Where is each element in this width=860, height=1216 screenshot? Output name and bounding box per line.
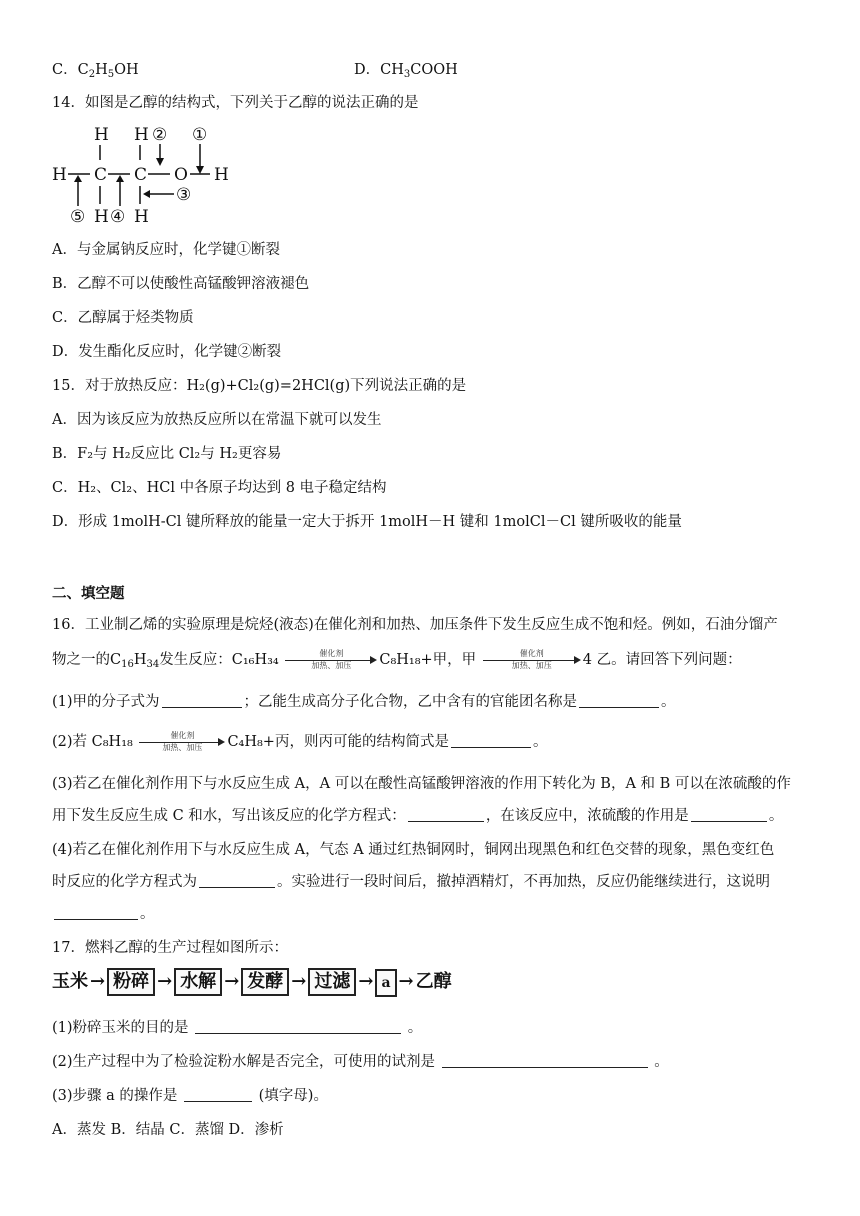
flow-step-crush: 粉碎 [107, 968, 155, 996]
struct-h-left: H [52, 165, 67, 185]
answer-blank[interactable] [408, 807, 484, 822]
reaction-arrow-2: 催化剂 加热、加压 [483, 650, 581, 670]
struct-c-2: C [134, 165, 148, 185]
q16-part4-line1: (4)若乙在催化剂作用下与水反应生成 A，气态 A 通过红热铜网时，铜网出现黑色和红色交替的现象，黑色变红色 [52, 842, 775, 858]
reaction-arrow-3: 催化剂 加热、加压 [139, 732, 225, 752]
q14-option-a: A．与金属钠反应时，化学键①断裂 [52, 242, 280, 258]
q14-option-c: C．乙醇属于烃类物质 [52, 310, 194, 326]
q14-option-b: B．乙醇不可以使酸性高锰酸钾溶液褪色 [52, 276, 310, 292]
flow-step-hydrolysis: 水解 [174, 968, 222, 996]
q13-option-c: C．$C_2H_5OH$ [52, 62, 139, 80]
q16-line1: 16．工业制乙烯的实验原理是烷烃(液态)在催化剂和加热、加压条件下发生反应生成不饱和烃。例如，石油分馏产 [52, 617, 778, 633]
q14-option-d: D．发生酯化反应时，化学键②断裂 [52, 344, 282, 360]
q17-options: A．蒸发 B．结晶 C．蒸馏 D．渗析 [52, 1122, 284, 1138]
answer-blank[interactable] [162, 693, 242, 708]
answer-blank[interactable] [579, 693, 659, 708]
struct-label-2: ② [152, 125, 168, 145]
ethanol-structure-diagram [48, 118, 248, 228]
answer-blank[interactable] [54, 905, 138, 920]
q15-option-b: B．F₂与 H₂反应比 Cl₂与 H₂更容易 [52, 446, 282, 462]
answer-blank[interactable] [691, 807, 767, 822]
answer-blank[interactable] [199, 873, 275, 888]
q16-part4-line2: 时反应的化学方程式为 。实验进行一段时间后，撤掉酒精灯，不再加热，反应仍能继续进行，这说明 [52, 874, 770, 890]
q16-part1: (1)甲的分子式为 ；乙能生成高分子化合物，乙中含有的官能团名称是 。 [52, 694, 676, 710]
answer-blank[interactable] [451, 733, 531, 748]
reaction-arrow-1: 催化剂 加热、加压 [285, 650, 377, 670]
struct-label-1: ① [192, 125, 208, 145]
q16-part2: (2)若 C₈H₁₈ 催化剂 加热、加压 C₄H₈+丙，则丙可能的结构简式是 。 [52, 731, 548, 752]
q16-part3-line2: 用下发生反应生成 C 和水，写出该反应的化学方程式： ，在该反应中，浓硫酸的作用是 。 [52, 808, 784, 824]
struct-o: O [174, 165, 188, 185]
flow-step-a: a [375, 969, 396, 997]
q17-stem: 17．燃料乙醇的生产过程如图所示： [52, 940, 288, 956]
struct-label-4: ④ [110, 207, 126, 227]
struct-h-top-1: H [94, 125, 109, 145]
flow-step-filter: 过滤 [308, 968, 356, 996]
q15-option-c: C．H₂、Cl₂、HCl 中各原子均达到 8 电子稳定结构 [52, 480, 387, 496]
struct-label-3: ③ [176, 185, 192, 205]
q16-part3-line1: (3)若乙在催化剂作用下与水反应生成 A，A 可以在酸性高锰酸钾溶液的作用下转化为 B，A 和 B 可以在浓硫酸的作 [52, 776, 791, 792]
struct-label-5: ⑤ [70, 207, 86, 227]
q16-part4-line3: 。 [52, 904, 155, 924]
struct-c-1: C [94, 165, 108, 185]
q13-option-d: D．$CH_3COOH$ [354, 62, 458, 80]
struct-h-right: H [214, 165, 229, 185]
q16-line2: 物之一的$C_{16}H_{34}$发生反应：C₁₆H₃₄ 催化剂 加热、加压 C₈H₁₈+甲，甲 催化剂 加热、加压 4 乙。请回答下列问题： [52, 649, 742, 670]
q17-flowchart: 玉米 → 粉碎 → 水解 → 发酵 → 过滤 → a → 乙醇 [52, 968, 452, 997]
flow-start: 玉米 [52, 971, 88, 992]
q17-part1: (1)粉碎玉米的目的是 。 [52, 1020, 423, 1036]
q17-part2: (2)生产过程中为了检验淀粉水解是否完全，可使用的试剂是 。 [52, 1054, 669, 1070]
answer-blank[interactable] [195, 1019, 401, 1034]
flow-end: 乙醇 [415, 971, 452, 992]
section-heading: 二、填空题 [52, 585, 125, 602]
q17-part3: (3)步骤 a 的操作是 (填字母)。 [52, 1088, 328, 1104]
answer-blank[interactable] [442, 1053, 648, 1068]
q15-option-d: D．形成 1molH-Cl 键所释放的能量一定大于拆开 1molH－H 键和 1molCl－Cl 键所吸收的能量 [52, 514, 682, 530]
struct-h-bottom-1: H [94, 207, 109, 227]
struct-h-bottom-2: H [134, 207, 149, 227]
q15-option-a: A．因为该反应为放热反应所以在常温下就可以发生 [52, 412, 382, 428]
q15-stem: 15．对于放热反应：H₂(g)+Cl₂(g)=2HCl(g)下列说法正确的是 [52, 378, 467, 394]
struct-h-top-2: H [134, 125, 149, 145]
answer-blank[interactable] [184, 1087, 252, 1102]
flow-step-ferment: 发酵 [241, 968, 289, 996]
q14-stem: 14．如图是乙醇的结构式，下列关于乙醇的说法正确的是 [52, 95, 419, 111]
